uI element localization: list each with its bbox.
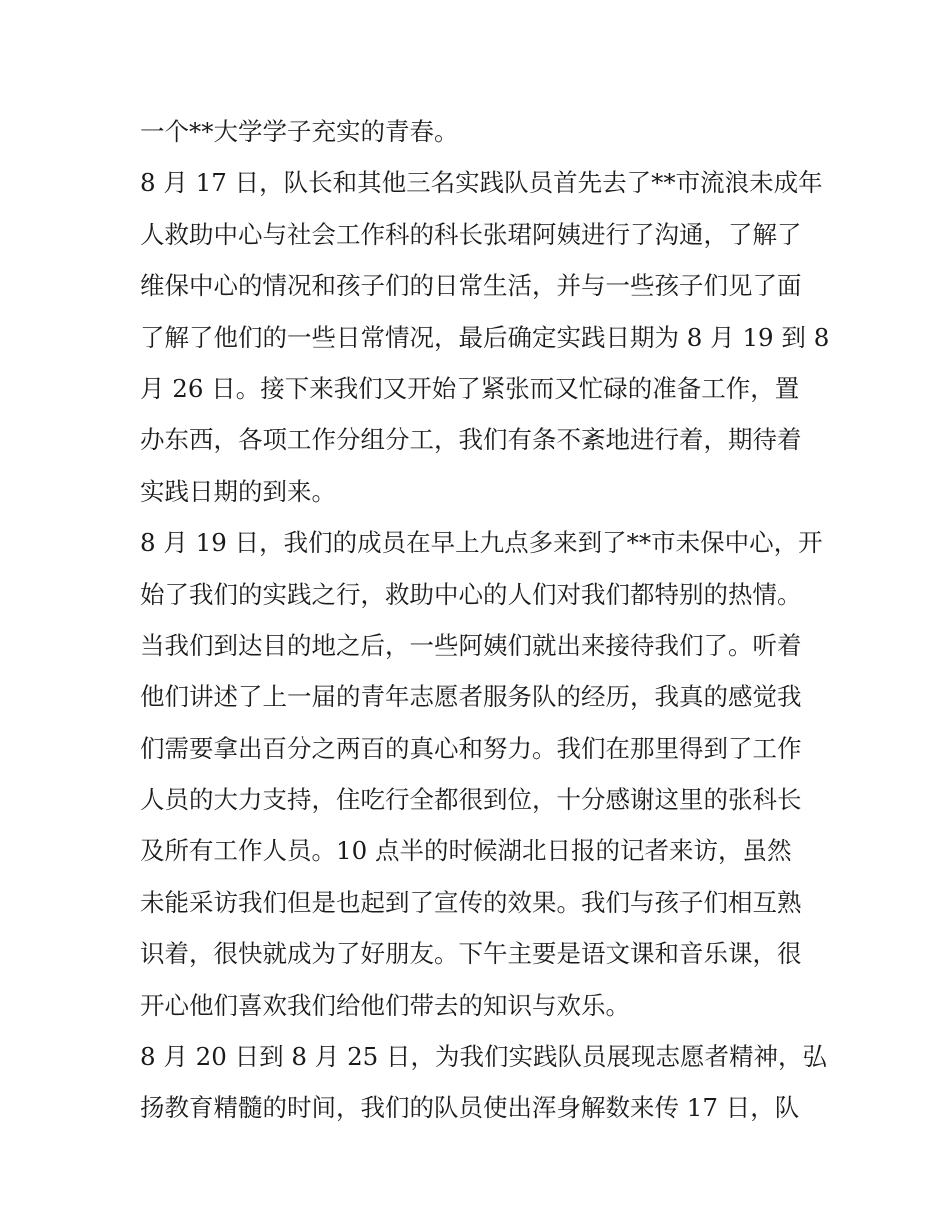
text-line: 当我们到达目的地之后，一些阿姨们就出来接待我们了。听着 (140, 630, 802, 660)
text-line: 扬教育精髓的时间，我们的队员使出浑身解数来传 17 日，队 (140, 1093, 800, 1123)
text-line: 8 月 17 日，队长和其他三名实践队员首先去了**市流浪未成年 (140, 168, 823, 198)
text-line: 8 月 19 日，我们的成员在早上九点多来到了**市未保中心，开 (140, 528, 823, 558)
text-line: 月 26 日。接下来我们又开始了紧张而又忙碌的准备工作，置 (140, 373, 800, 403)
text-line: 始了我们的实践之行，救助中心的人们对我们都特别的热情。 (140, 579, 802, 609)
text-line: 及所有工作人员。10 点半的时候湖北日报的记者来访，虽然 (140, 836, 792, 866)
text-line: 他们讲述了上一届的青年志愿者服务队的经历，我真的感觉我 (140, 682, 802, 712)
text-line: 实践日期的到来。 (140, 476, 336, 506)
text-line: 人员的大力支持，住吃行全都很到位，十分感谢这里的张科长 (140, 785, 802, 815)
text-line: 识着，很快就成为了好朋友。下午主要是语文课和音乐课，很 (140, 939, 802, 969)
text-line: 们需要拿出百分之两百的真心和努力。我们在那里得到了工作 (140, 733, 802, 763)
text-line: 维保中心的情况和孩子们的日常生活，并与一些孩子们见了面 (140, 271, 802, 301)
text-line: 了解了他们的一些日常情况，最后确定实践日期为 8 月 19 到 8 (140, 322, 830, 352)
text-line: 开心他们喜欢我们给他们带去的知识与欢乐。 (140, 990, 630, 1020)
text-line: 未能采访我们但是也起到了宣传的效果。我们与孩子们相互熟 (140, 887, 802, 917)
text-line: 一个**大学学子充实的青春。 (140, 117, 459, 146)
text-line: 人救助中心与社会工作科的科长张珺阿姨进行了沟通，了解了 (140, 219, 802, 249)
document-body (140, 106, 830, 1134)
text-line: 8 月 20 日到 8 月 25 日，为我们实践队员展现志愿者精神，弘 (140, 1042, 828, 1072)
text-line: 办东西，各项工作分组分工，我们有条不紊地进行着，期待着 (140, 425, 802, 455)
